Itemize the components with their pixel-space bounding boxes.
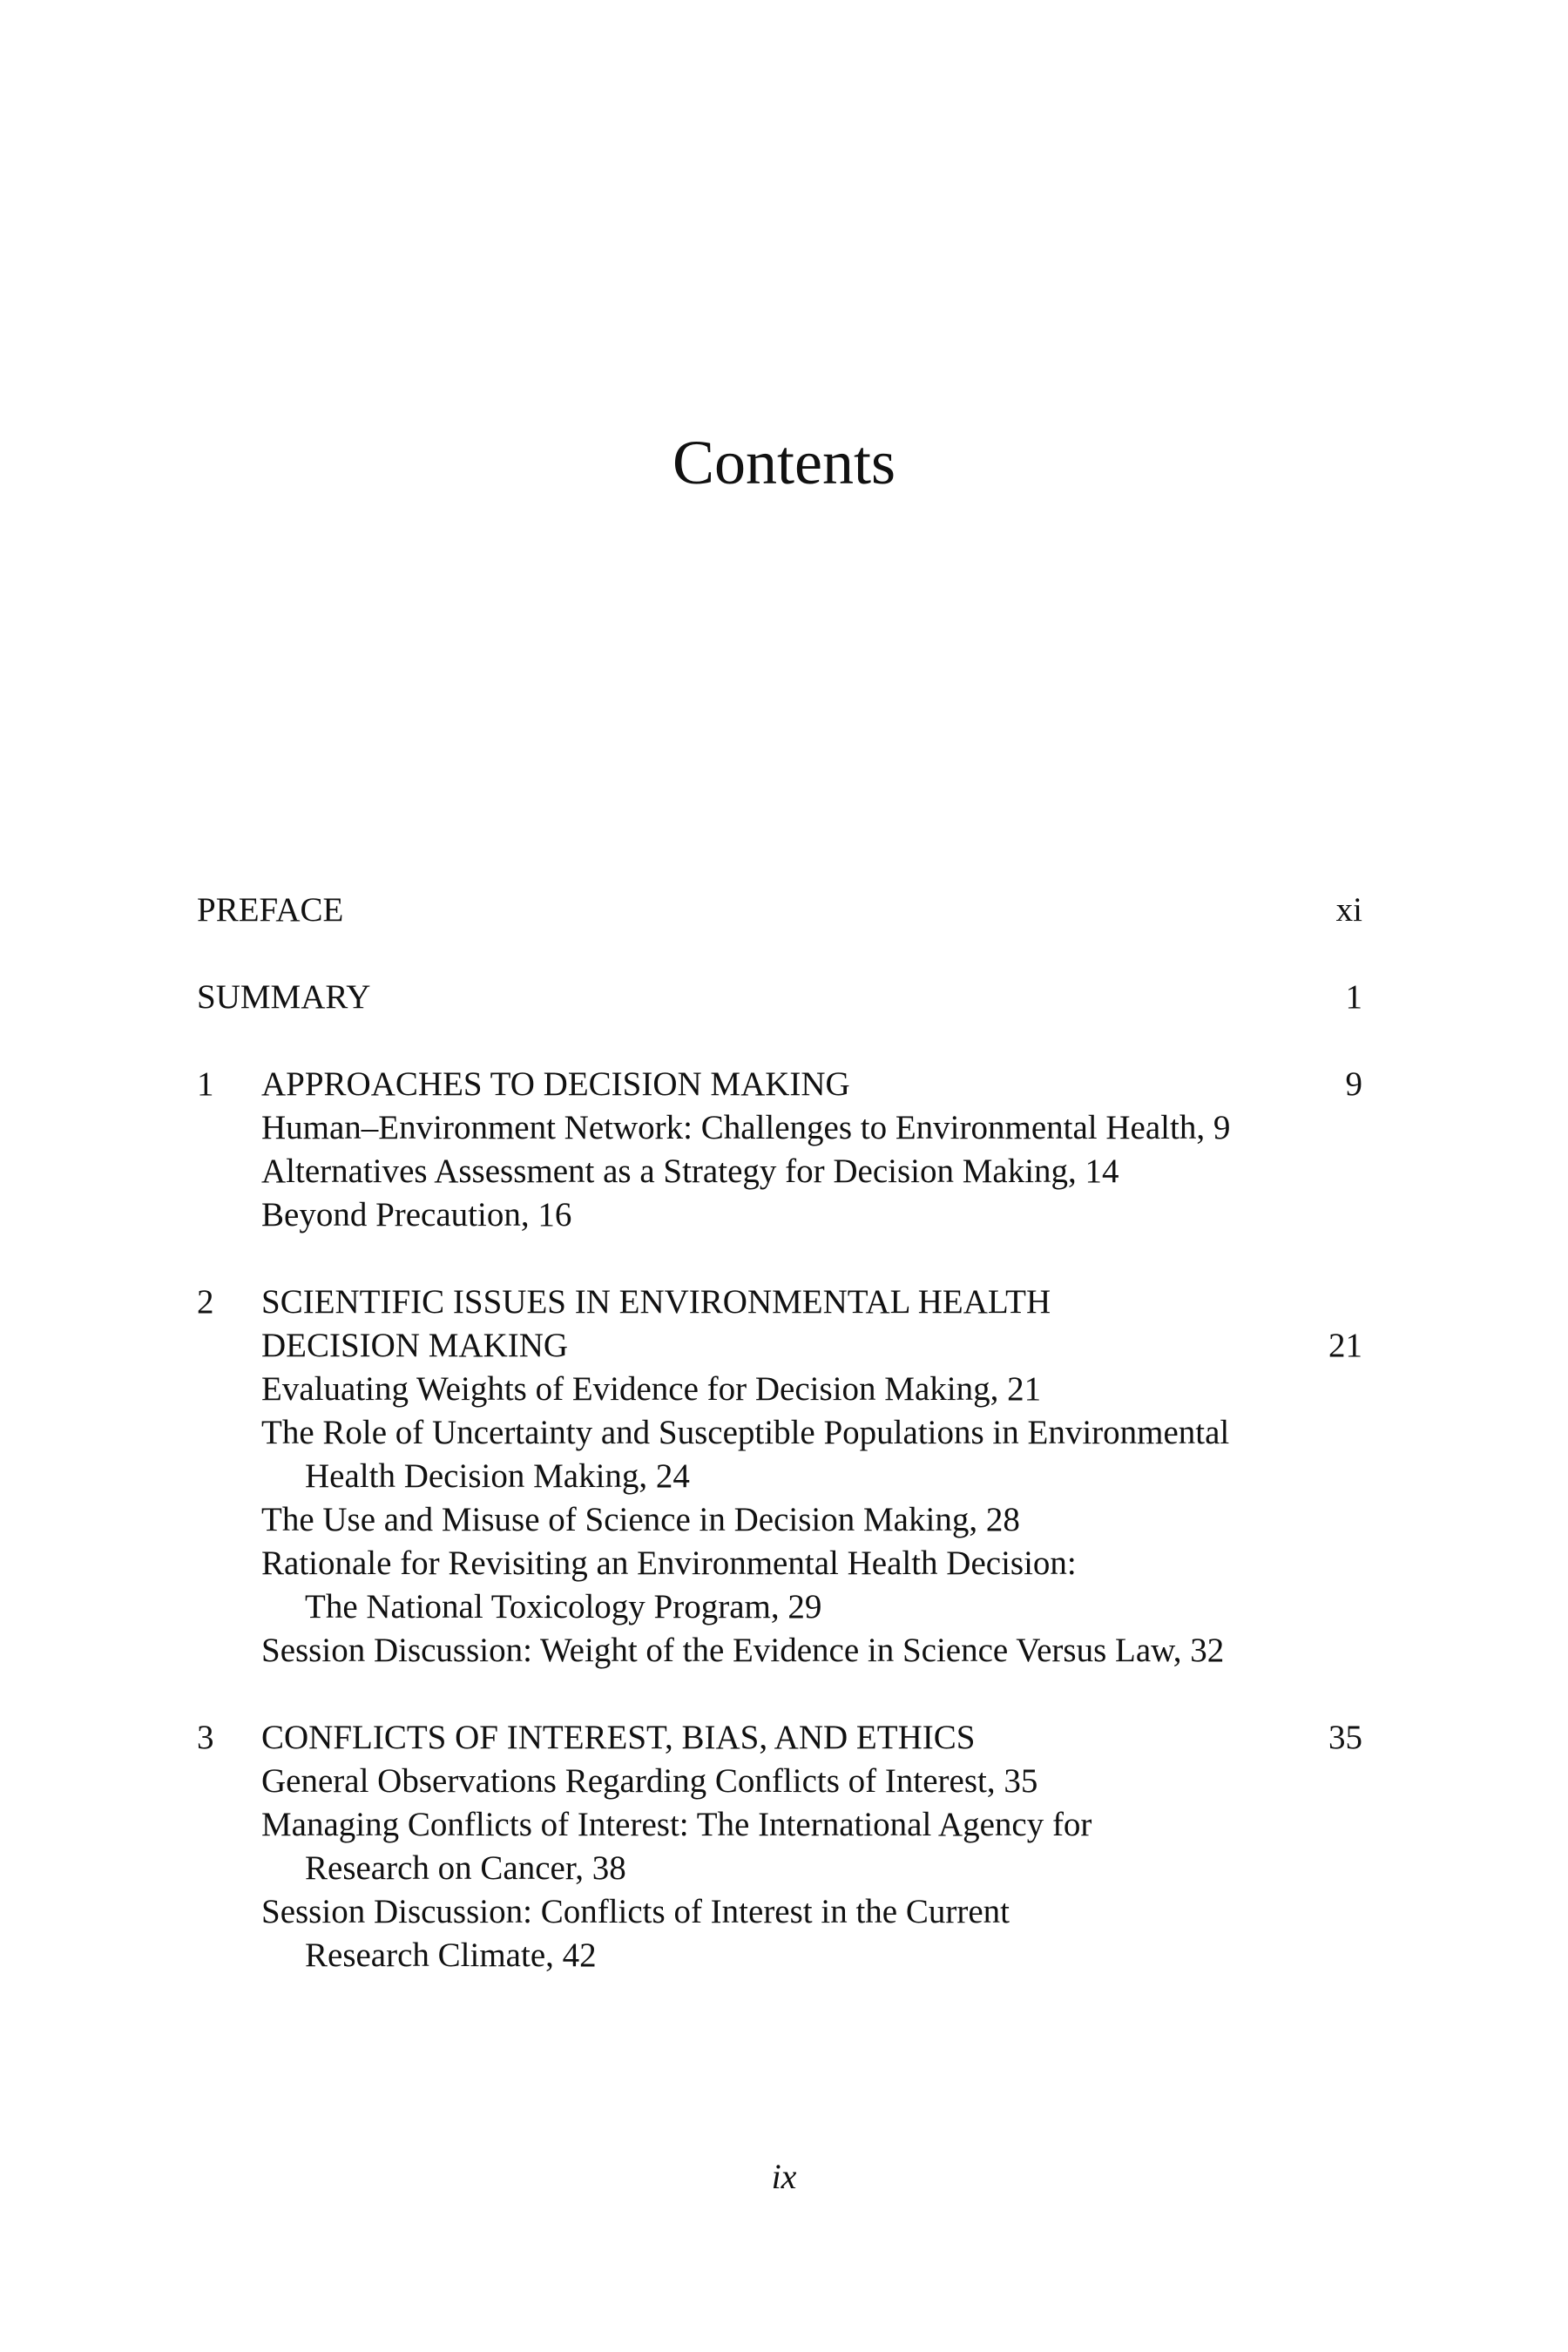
toc-section[interactable]: The Role of Uncertainty and Susceptible Populations in Environmental xyxy=(261,1414,1230,1451)
toc-chapter-2-continued[interactable] xyxy=(197,1324,1362,1368)
toc-page-number: xi xyxy=(1335,891,1362,929)
toc-section-continued[interactable]: Health Decision Making, 24 xyxy=(305,1457,690,1495)
toc-section-continued[interactable]: Research Climate, 42 xyxy=(305,1936,597,1974)
toc-page-number: 35 xyxy=(1328,1719,1362,1756)
chapter-number: 2 xyxy=(197,1283,214,1321)
toc-section[interactable]: Beyond Precaution, 16 xyxy=(261,1196,572,1233)
toc-entry-label: SUMMARY xyxy=(197,978,371,1016)
toc-entry-summary[interactable] xyxy=(197,976,1362,1019)
table-of-contents xyxy=(197,889,1362,1977)
chapter-title-continued: DECISION MAKING xyxy=(261,1327,569,1364)
toc-page-number: 9 xyxy=(1345,1065,1362,1103)
toc-entry-label: PREFACE xyxy=(197,891,344,929)
toc-page-number: 1 xyxy=(1345,978,1362,1016)
toc-section[interactable]: General Observations Regarding Conflicts of Interest, 35 xyxy=(261,1762,1038,1800)
toc-section[interactable]: Human–Environment Network: Challenges to Environmental Health, 9 xyxy=(261,1109,1231,1146)
toc-entry-preface[interactable] xyxy=(197,889,1362,932)
toc-page-number: 21 xyxy=(1328,1327,1362,1364)
toc-section-continued[interactable]: The National Toxicology Program, 29 xyxy=(305,1588,822,1625)
toc-section[interactable]: The Use and Misuse of Science in Decision Making, 28 xyxy=(261,1501,1020,1538)
chapter-number: 3 xyxy=(197,1719,214,1756)
toc-section[interactable]: Managing Conflicts of Interest: The International Agency for xyxy=(261,1806,1092,1843)
toc-section[interactable]: Session Discussion: Conflicts of Interest in the Current xyxy=(261,1893,1010,1930)
chapter-number: 1 xyxy=(197,1065,214,1103)
chapter-title: CONFLICTS OF INTEREST, BIAS, AND ETHICS xyxy=(261,1719,976,1756)
toc-section[interactable]: Alternatives Assessment as a Strategy for Decision Making, 14 xyxy=(261,1152,1119,1190)
toc-chapter-3[interactable] xyxy=(197,1716,1362,1760)
toc-chapter-1[interactable] xyxy=(197,1063,1362,1106)
toc-section[interactable]: Evaluating Weights of Evidence for Decision Making, 21 xyxy=(261,1370,1042,1408)
page-title: Contents xyxy=(672,428,896,497)
toc-chapter-2[interactable] xyxy=(197,1281,1362,1324)
page-folio: ix xyxy=(771,2157,797,2196)
chapter-title: APPROACHES TO DECISION MAKING xyxy=(261,1065,850,1103)
toc-section[interactable]: Session Discussion: Weight of the Evidence in Science Versus Law, 32 xyxy=(261,1632,1225,1669)
toc-section[interactable]: Rationale for Revisiting an Environmental Health Decision: xyxy=(261,1544,1077,1582)
toc-section-continued[interactable]: Research on Cancer, 38 xyxy=(305,1849,626,1887)
chapter-title: SCIENTIFIC ISSUES IN ENVIRONMENTAL HEALTH xyxy=(261,1283,1051,1321)
